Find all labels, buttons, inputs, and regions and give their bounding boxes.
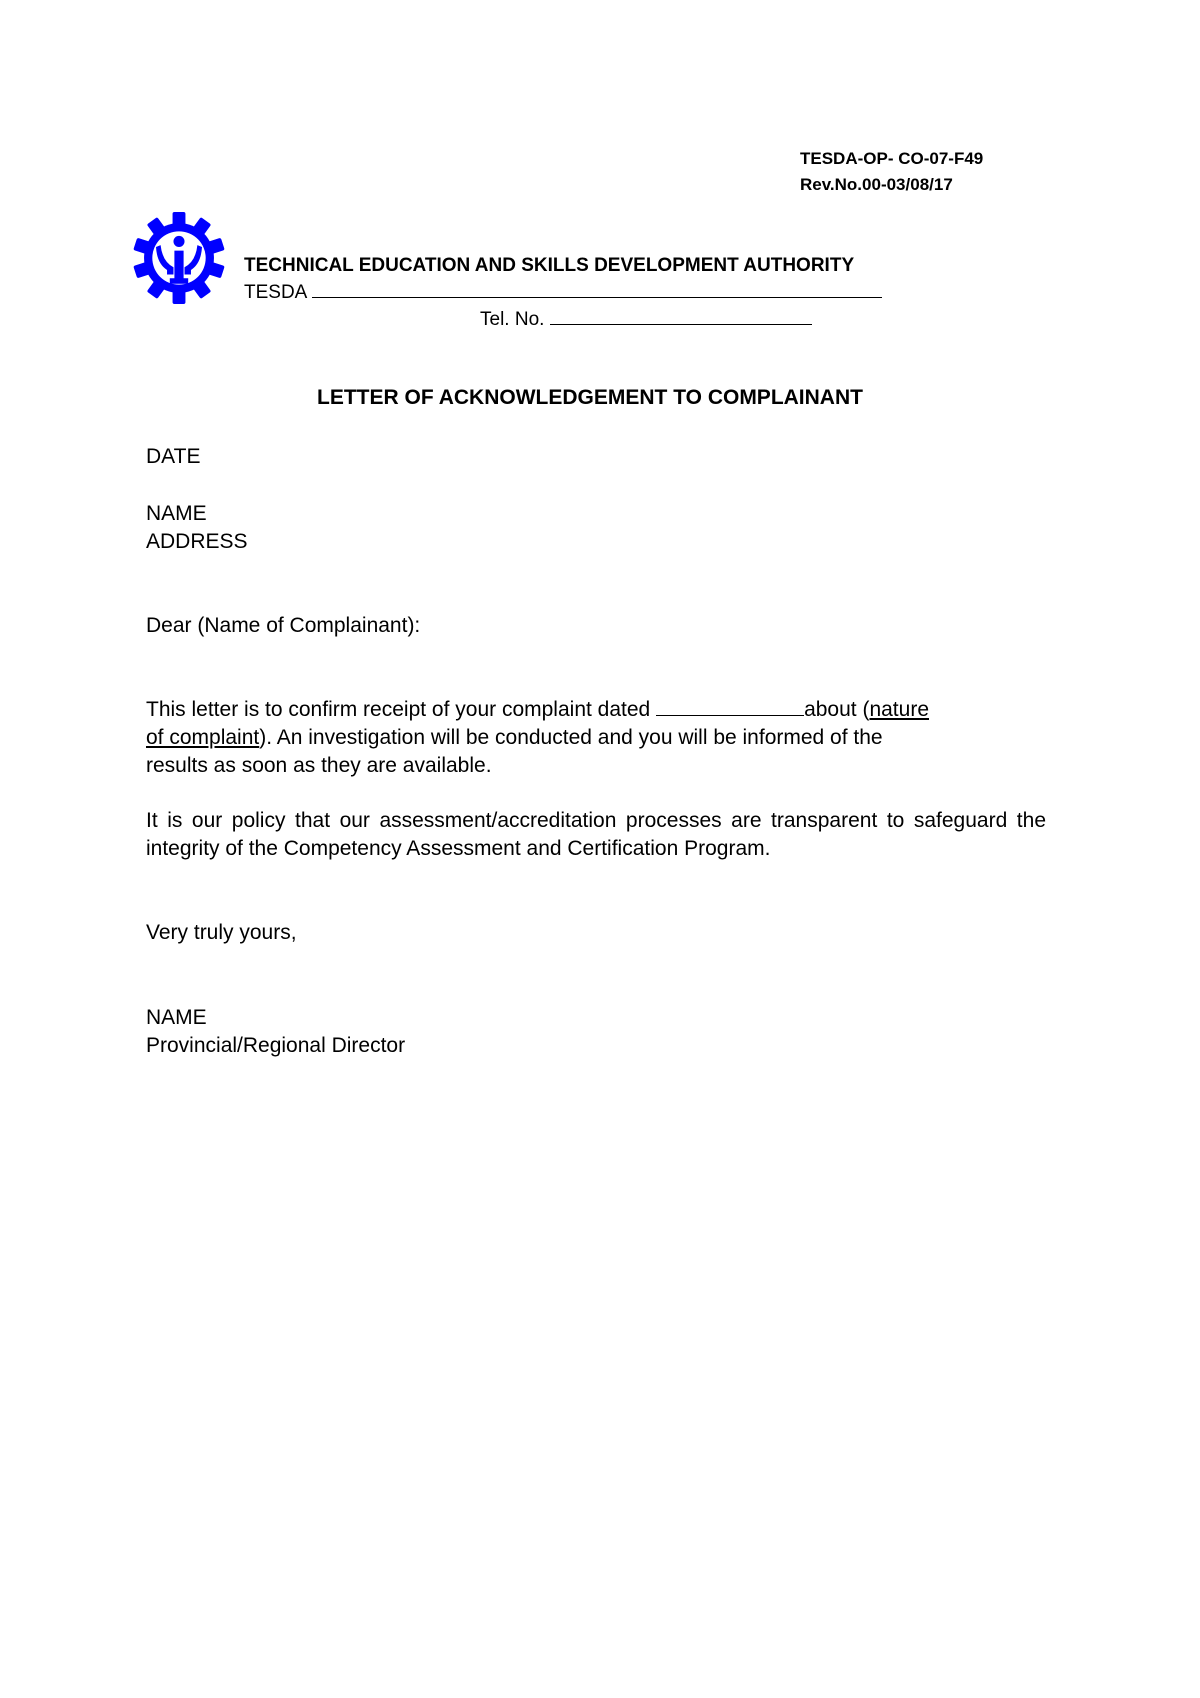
date-field: DATE <box>146 445 201 468</box>
tesda-gear-logo-icon <box>133 212 225 304</box>
signatory-name: NAME <box>146 1006 207 1029</box>
nature-placeholder: of complaint <box>146 726 260 749</box>
recipient-name: NAME <box>146 502 207 525</box>
agency-name: TECHNICAL EDUCATION AND SKILLS DEVELOPMENT AUTHORITY <box>244 255 855 276</box>
recipient-block <box>146 500 1046 556</box>
complaint-date-blank <box>656 697 804 716</box>
tesda-label: TESDA <box>244 282 307 303</box>
paragraph-confirmation <box>146 696 1046 780</box>
form-revision: Rev.No.00-03/08/17 <box>800 175 953 194</box>
paragraph-line <box>146 696 1046 724</box>
form-code: TESDA-OP- CO-07-F49 <box>800 149 984 168</box>
signature-block <box>146 1004 1046 1060</box>
nature-placeholder: nature <box>869 698 929 721</box>
closing: Very truly yours, <box>146 921 297 944</box>
agency-header <box>244 252 882 333</box>
recipient-address: ADDRESS <box>146 530 248 553</box>
tel-line <box>480 306 882 333</box>
paragraph-text: about ( <box>804 698 870 721</box>
paragraph-line: results as soon as they are available. <box>146 754 492 777</box>
form-code-block <box>800 146 983 198</box>
tesda-office-line <box>244 279 882 306</box>
signatory-title: Provincial/Regional Director <box>146 1034 406 1057</box>
paragraph-text: This letter is to confirm receipt of your complaint dated <box>146 698 651 721</box>
tel-label: Tel. No. <box>480 309 545 330</box>
paragraph-text: ). An investigation will be conducted and you will be informed of the <box>259 726 883 749</box>
paragraph-line <box>146 724 1046 752</box>
tesda-office-blank <box>312 281 882 298</box>
letter-title: LETTER OF ACKNOWLEDGEMENT TO COMPLAINANT <box>317 386 863 409</box>
salutation: Dear (Name of Complainant): <box>146 614 421 637</box>
paragraph-policy: It is our policy that our assessment/accreditation processes are transparent to safeguard the integrity of the Competency Assessment and Certification Program. <box>146 809 1046 860</box>
tel-blank <box>550 308 812 325</box>
